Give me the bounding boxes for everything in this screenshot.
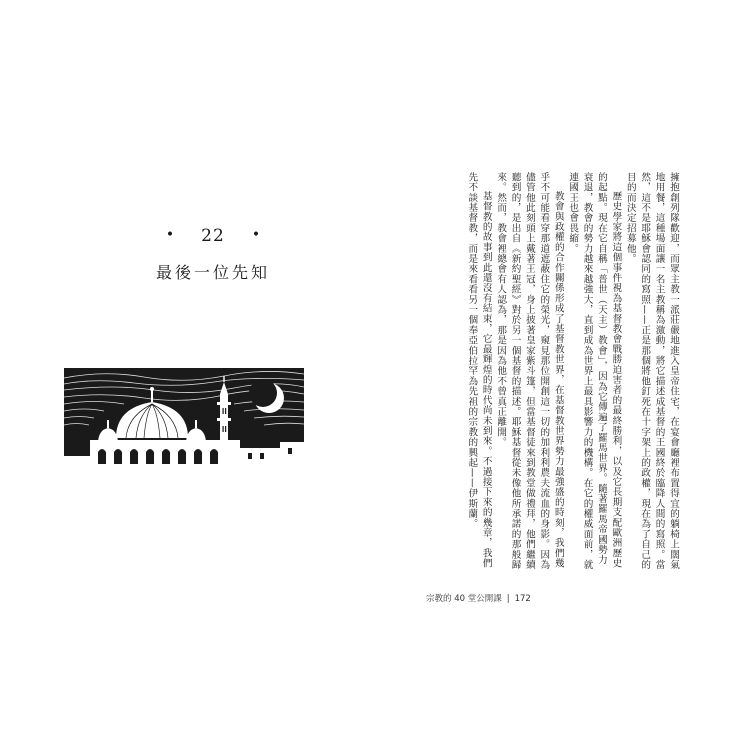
running-book-title: 宗教的 40 堂公開課 bbox=[426, 594, 502, 604]
chapter-dot-right: • bbox=[251, 227, 261, 243]
right-page bbox=[390, 140, 700, 620]
chapter-title: 最後一位先知 bbox=[155, 263, 270, 282]
paragraph: 歷史學家將這個事件視為基督教會戰勝迫害者的最終勝利，以及它長期支配歐洲歷史的起點。現在它自稱「普世（天主）教會」，因為它傳遍了羅馬世界。隨著羅馬帝國勢力衰退，教會的勢力越來越強大，直到成為世界上最具影響力的機構。在它的權威面前，就連國王也會畏縮。 bbox=[567, 172, 622, 570]
chapter-number: 22 bbox=[201, 226, 225, 246]
page-number: 172 bbox=[514, 594, 531, 604]
body-text bbox=[414, 172, 680, 572]
chapter-dot-left: • bbox=[165, 227, 175, 243]
paragraph: 教會與政權的合作關係形成了基督教世界，在基督教世界勢力最強盛的時刻，我們幾乎不可能看穿那道遮蔽住它的榮光，窺見那位開創這一切的加利利農夫流血的身影。因為儘管他此刻頭上戴著王冠，身上披著皇家紫斗篷，但當基督徒來到教堂做禮拜，他們繼續聽到的，是出自《新約聖經》對於另一個基督的描述。耶穌基督從未像他所承諾的那般歸來。然而，教會裡總會有人認為，那是因為他不曾真正離開。 bbox=[495, 172, 564, 570]
paragraph: 擁抱創列隊歡迎，而眾主教一派莊嚴地進入皇帝住宅，在宴會廳裡布置得宜的躺椅上闊氣地用餐，這種場面讓一名主教稱為激動，將它描述成基督的王國終於臨降人間的寫照。當然，這不是耶穌會認同的寫照——正是那個將他釘死在十字架上的政權，現在為了自己的目的而決定招募他。 bbox=[624, 172, 679, 570]
left-page bbox=[58, 140, 368, 620]
chapter-marker bbox=[58, 226, 368, 246]
mosque-crescent-moon-woodcut bbox=[64, 368, 304, 464]
page-footer bbox=[426, 592, 531, 604]
footer-separator: | bbox=[506, 594, 510, 604]
paragraph: 基督教的故事到此還沒有結束，它最輝煌的時代尚未到來。不過接下來的幾章，我們先不談基督教，而是來看看另一個奉亞伯拉罕為先祖的宗教的興起——伊斯蘭。 bbox=[466, 172, 492, 569]
